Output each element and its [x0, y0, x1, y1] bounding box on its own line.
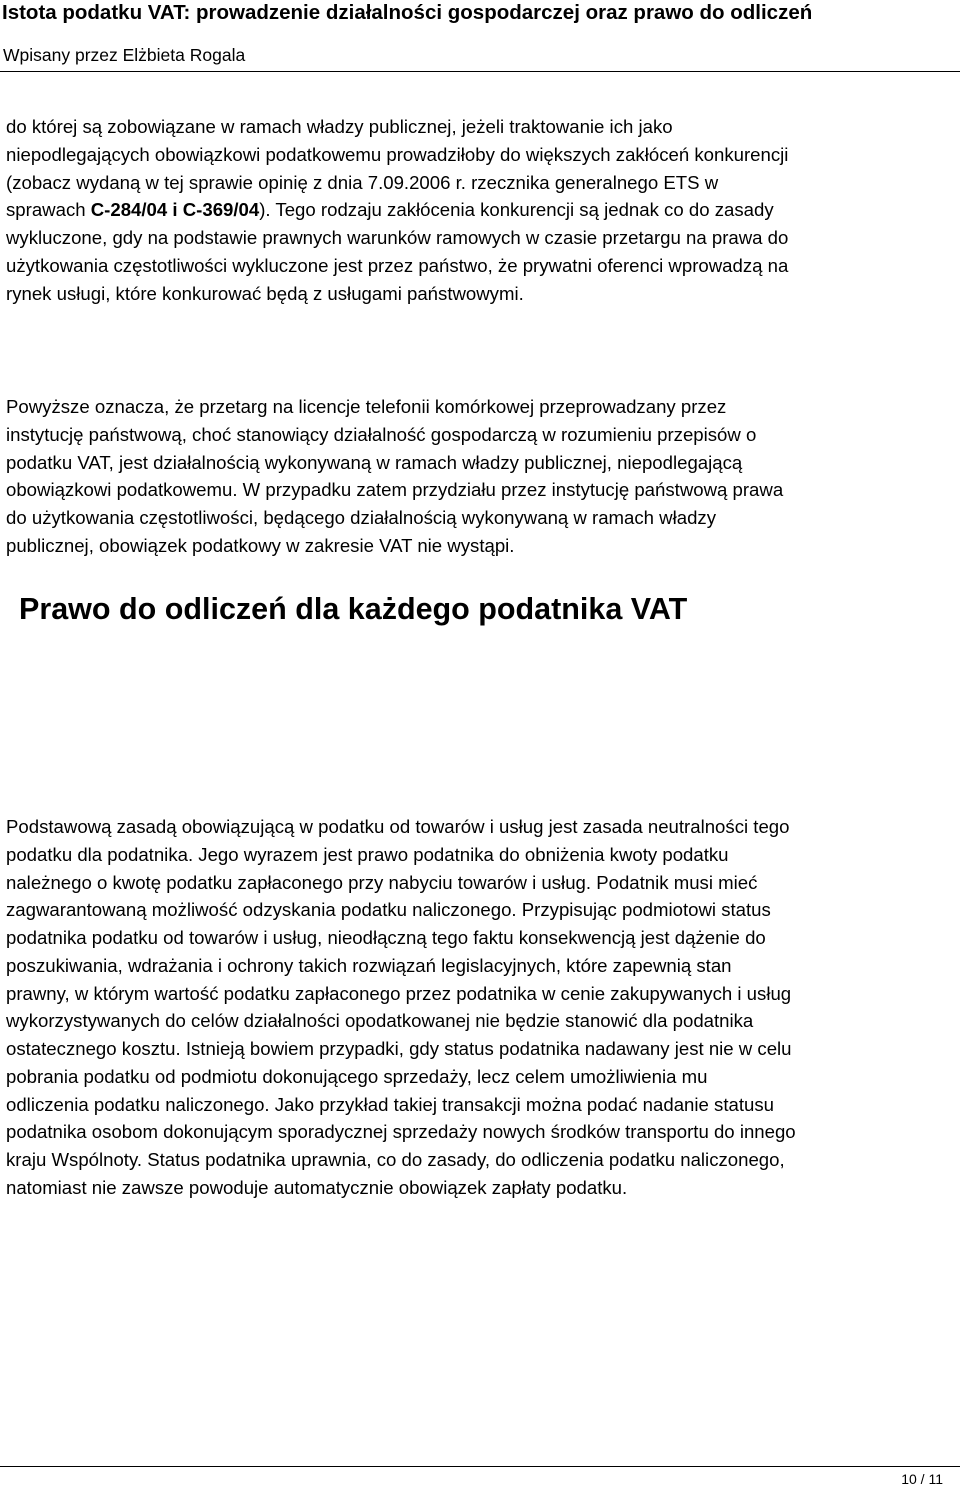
- text-line: pobrania podatku od podmiotu dokonującego sprzedaży, lecz celem umożliwienia mu: [6, 1065, 708, 1087]
- text-line: obowiązkowi podatkowemu. W przypadku zatem przydziału przez instytucję państwową prawa: [6, 479, 784, 501]
- text-line: użytkowania częstotliwości wykluczone jest przez państwo, że prywatni oferenci wprowadzą na: [6, 254, 789, 276]
- text-line: podatku VAT, jest działalnością wykonywaną w ramach władzy publicznej, niepodlegającą: [6, 451, 743, 473]
- text-line: instytucję państwową, choć stanowiący działalność gospodarczą w rozumieniu przepisów o: [6, 423, 757, 445]
- text-line: wykorzystywanych do celów działalności opodatkowanej nie będzie stanowić dla podatnika: [6, 1010, 754, 1032]
- text-line: wykluczone, gdy na podstawie prawnych warunków ramowych w czasie przetargu na prawa do: [6, 227, 789, 248]
- header-divider: [0, 71, 960, 72]
- footer-divider: [0, 1466, 960, 1467]
- body-paragraph-2: [6, 393, 958, 560]
- text-line: Podstawową zasadą obowiązującą w podatku od towarów i usług jest zasada neutralności tego: [6, 816, 790, 837]
- case-reference: C-284/04 i C-369/04: [90, 199, 260, 221]
- text-line: należnego o kwotę podatku zapłaconego przy nabyciu towarów i usług. Podatnik musi mieć: [6, 871, 758, 893]
- text-line: (zobacz wydaną w tej sprawie opinię z dnia 7.09.2006 r. rzecznika generalnego ETS w: [6, 171, 719, 193]
- author-byline: Wpisany przez Elżbieta Rogala: [3, 45, 246, 65]
- page-number: 10 / 11: [901, 1471, 943, 1487]
- text-line: zagwarantowaną możliwość odzyskania podatku naliczonego. Przypisując podmiotowi status: [6, 899, 771, 921]
- text-line: ostatecznego kosztu. Istnieją bowiem przypadki, gdy status podatnika nadawany jest nie w celu: [6, 1038, 792, 1059]
- text-segment: ). Tego rodzaju zakłócenia konkurencji są jednak co do zasady: [259, 199, 774, 221]
- text-line: odliczenia podatku naliczonego. Jako przykład takiej transakcji można podać nadanie statusu: [6, 1093, 774, 1115]
- text-line: niepodlegających obowiązkowi podatkowemu prowadziłoby do większych zakłóceń konkurencji: [6, 143, 789, 165]
- text-line: rynek usługi, które konkurować będą z usługami państwowymi.: [6, 282, 524, 304]
- text-line: Powyższe oznacza, że przetarg na licencje telefonii komórkowej przeprowadzany przez: [6, 396, 727, 417]
- text-line: poszukiwania, wdrażania i ochrony takich rozwiązań legislacyjnych, które zapewnią stan: [6, 954, 732, 976]
- text-segment: sprawach: [6, 199, 91, 221]
- text-line: do użytkowania częstotliwości, będącego działalnością wykonywaną w ramach władzy: [6, 507, 717, 528]
- text-line: podatnika podatku od towarów i usług, nieodłączną tego faktu konsekwencją jest dążenie do: [6, 927, 766, 948]
- text-line: podatku dla podatnika. Jego wyrazem jest prawo podatnika do obniżenia kwoty podatku: [6, 843, 729, 865]
- section-heading: Prawo do odliczeń dla każdego podatnika VAT: [19, 592, 688, 626]
- text-line: prawny, w którym wartość podatku zapłaconego przez podatnika w cenie zakupywanych i usług: [6, 982, 792, 1004]
- text-line: podatnika osobom dokonującym sporadycznej sprzedaży nowych środków transportu do innego: [6, 1121, 796, 1143]
- body-paragraph-1: [6, 113, 958, 307]
- document-title: Istota podatku VAT: prowadzenie działalności gospodarczej oraz prawo do odliczeń: [2, 1, 813, 24]
- text-line: natomiast nie zawsze powoduje automatycznie obowiązek zapłaty podatku.: [6, 1176, 628, 1198]
- text-line: [6, 196, 958, 224]
- text-line: do której są zobowiązane w ramach władzy publicznej, jeżeli traktowanie ich jako: [6, 116, 673, 137]
- text-line: kraju Wspólnoty. Status podatnika uprawnia, co do zasady, do odliczenia podatku naliczonego,: [6, 1149, 785, 1170]
- text-line: publicznej, obowiązek podatkowy w zakresie VAT nie wystąpi.: [6, 534, 515, 556]
- body-paragraph-3: [6, 813, 958, 1202]
